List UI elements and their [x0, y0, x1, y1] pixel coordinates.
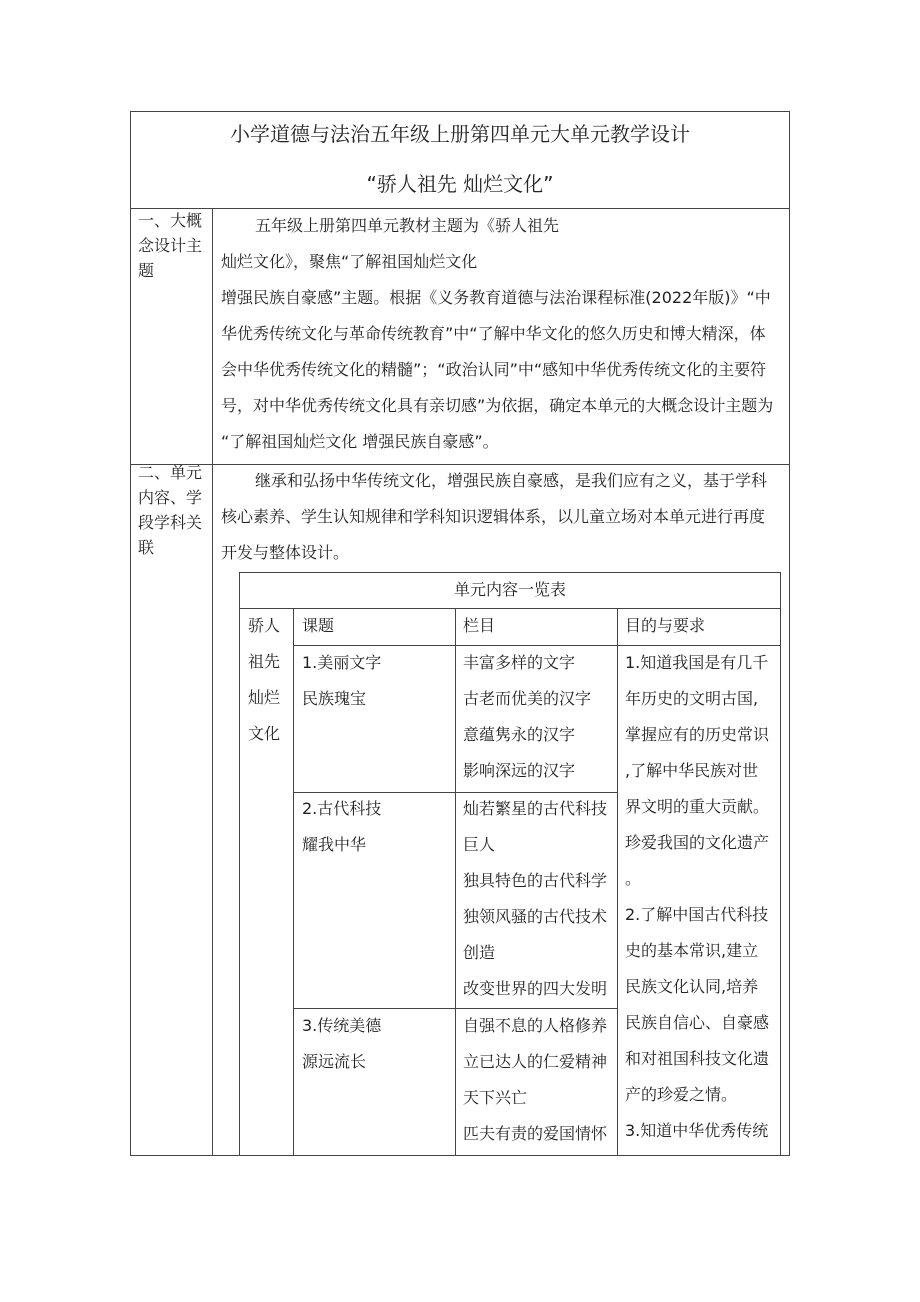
section2-body — [221, 463, 767, 571]
section1-body — [221, 208, 773, 460]
table-caption: 单元内容一览表 — [453, 580, 566, 599]
divider — [617, 608, 618, 1156]
lesson-title-line: 耀我中华 — [302, 835, 367, 854]
document-subtitle: “骄人祖先 灿烂文化” — [366, 172, 554, 196]
lesson-title-line: 源远流长 — [302, 1052, 367, 1071]
body-line: 开发与整体设计。 — [221, 543, 350, 562]
column-item: 天下兴亡 — [463, 1088, 528, 1107]
unit-name-line: 祖先 — [248, 652, 281, 671]
unit-name-line: 骄人 — [248, 616, 281, 635]
label-line: 内容、学 — [138, 488, 203, 507]
divider — [212, 208, 213, 1156]
body-line: 继承和弘扬中华传统文化，增强民族自豪感，是我们应有之义，基于学科 — [255, 471, 768, 490]
divider — [293, 608, 294, 1156]
column-item: 影响深远的汉字 — [463, 761, 576, 780]
body-line: “了解祖国灿烂文化 增强民族自豪感”。 — [221, 432, 499, 451]
divider — [455, 608, 456, 1156]
goal-line: 。 — [625, 869, 642, 888]
lesson-3-title — [302, 1008, 381, 1080]
label-line: 题 — [138, 261, 155, 280]
column-item: 巨人 — [463, 835, 496, 854]
lesson-1-title — [302, 645, 381, 717]
document-title: 小学道德与法治五年级上册第四单元大单元教学设计 — [230, 122, 690, 146]
goal-line: 珍爱我国的文化遗产 — [625, 833, 770, 852]
header-cell: 栏目 — [463, 616, 496, 635]
section2-label — [138, 460, 202, 560]
column-item: 自强不息的人格修养 — [463, 1016, 608, 1035]
label-line: 联 — [138, 538, 155, 557]
label-line: 一、大概 — [138, 211, 203, 230]
body-line: 核心素养、学生认知规律和学科知识逻辑体系，以儿童立场对本单元进行再度 — [221, 507, 766, 526]
goal-line: 和对祖国科技文化遗 — [625, 1049, 770, 1068]
column-item: 古老而优美的汉字 — [463, 689, 592, 708]
goal-line: 民族自信心、自豪感 — [625, 1013, 770, 1032]
column-item: 改变世界的四大发明 — [463, 979, 608, 998]
header-cell: 课题 — [302, 616, 335, 635]
goal-line: 产的珍爱之情。 — [625, 1085, 738, 1104]
lesson-2-title — [302, 791, 381, 863]
lesson-title-line: 民族瑰宝 — [302, 689, 367, 708]
column-item: 灿若繁星的古代科技 — [463, 799, 608, 818]
label-line: 念设计主 — [138, 236, 203, 255]
section1-label — [138, 208, 202, 283]
column-item: 立已达人的仁爱精神 — [463, 1052, 608, 1071]
column-item: 创造 — [463, 943, 496, 962]
lesson-3-columns — [463, 1008, 607, 1152]
goal-line: 掌握应有的历史常识 — [625, 725, 770, 744]
header-columns — [463, 608, 495, 644]
lesson-title-line: 1.美丽文字 — [302, 653, 382, 672]
body-line: 灿烂文化》，聚焦“了解祖国灿烂文化 — [221, 252, 478, 271]
unit-name-line: 灿烂 — [248, 688, 281, 707]
goal-line: 3.知道中华优秀传统 — [625, 1121, 769, 1140]
header-lesson — [302, 608, 334, 644]
goal-line: 史的基本常识,建立 — [625, 941, 759, 960]
body-line: 号，对中华优秀传统文化具有亲切感”为依据，确定本单元的大概念设计主题为 — [221, 396, 774, 415]
lesson-title-line: 2.古代科技 — [302, 799, 382, 818]
column-item: 独具特色的古代科学 — [463, 871, 608, 890]
goal-line: 民族文化认同,培养 — [625, 977, 759, 996]
header-goals — [625, 608, 705, 644]
column-item: 独领风骚的古代技术 — [463, 907, 608, 926]
column-item: 匹夫有责的爱国情怀 — [463, 1124, 608, 1143]
body-line: 会中华优秀传统文化的精髓”；“政治认同”中“感知中华优秀传统文化的主要符 — [221, 360, 767, 379]
lesson-title-line: 3.传统美德 — [302, 1016, 382, 1035]
lesson-1-columns — [463, 645, 591, 789]
goals-text — [625, 645, 769, 1149]
body-line: 增强民族自豪感”主题。根据《义务教育道德与法治课程标准(2022年版)》“中 — [221, 288, 771, 307]
column-item: 意蕴隽永的汉字 — [463, 725, 576, 744]
unit-name — [248, 608, 280, 752]
goal-line: 年历史的文明古国, — [625, 689, 759, 708]
goal-line: 2.了解中国古代科技 — [625, 905, 769, 924]
body-line: 华优秀传统文化与革命传统教育”中“了解中华文化的悠久历史和博大精深，体 — [221, 324, 766, 343]
goal-line: 界文明的重大贡献。 — [625, 797, 770, 816]
body-line: 五年级上册第四单元教材主题为《骄人祖先 — [255, 216, 560, 235]
label-line: 二、单元 — [138, 463, 203, 482]
lesson-2-columns — [463, 791, 607, 1007]
unit-name-line: 文化 — [248, 724, 281, 743]
column-item: 丰富多样的文字 — [463, 653, 576, 672]
label-line: 段学科关 — [138, 513, 203, 532]
header-cell: 目的与要求 — [625, 616, 706, 635]
goal-line: ,了解中华民族对世 — [625, 761, 759, 780]
goal-line: 1.知道我国是有几千 — [625, 653, 769, 672]
